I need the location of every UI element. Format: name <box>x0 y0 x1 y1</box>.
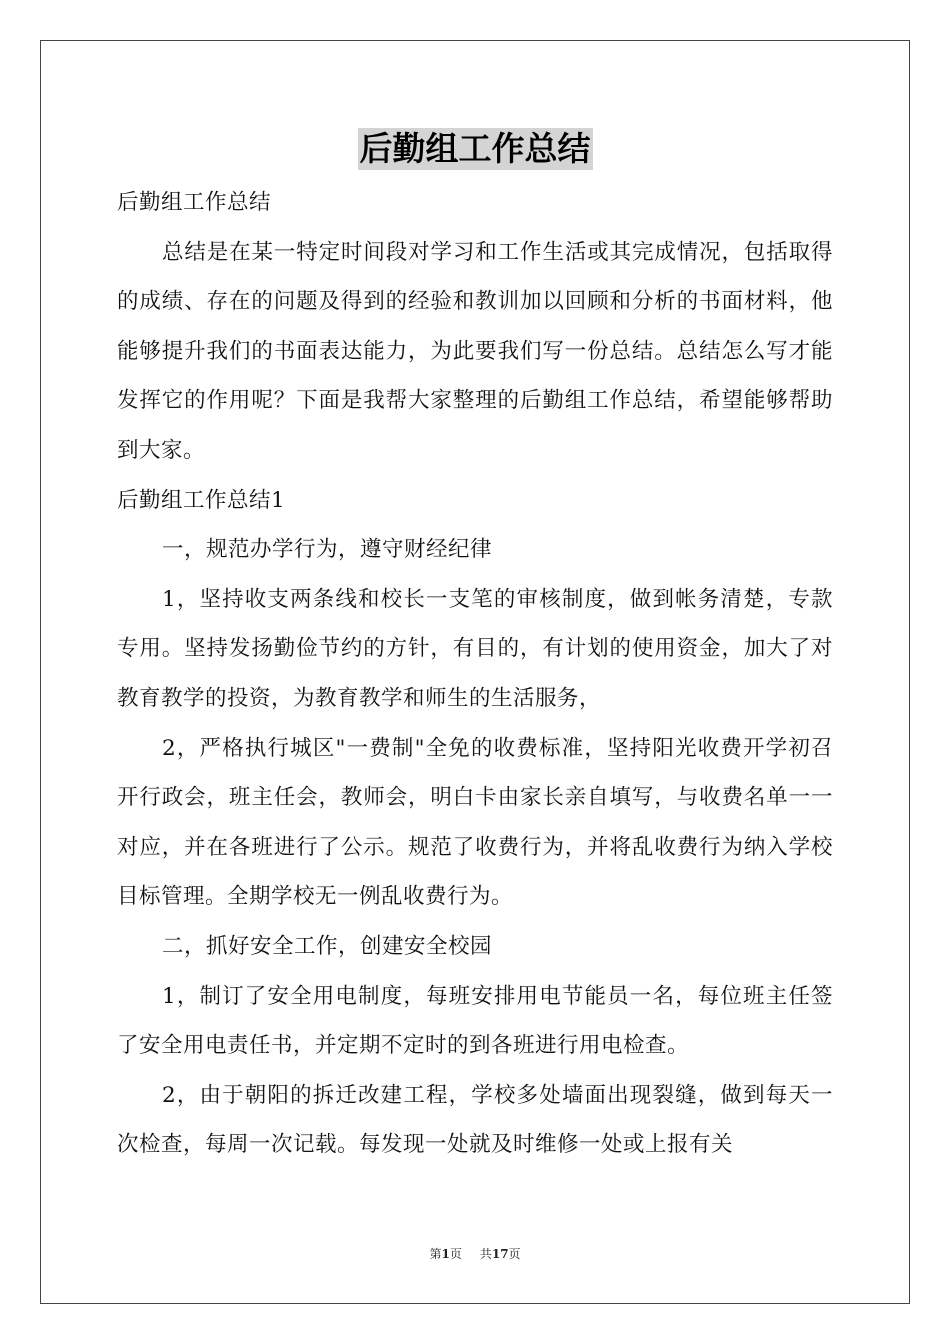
document-title: 后勤组工作总结 <box>359 129 591 168</box>
page-total-count: 17 <box>491 1247 509 1261</box>
page-total-prefix: 共 <box>479 1247 492 1261</box>
paragraph: 1，坚持收支两条线和校长一支笔的审核制度，做到帐务清楚，专款专用。坚持发扬勤俭节约的方针，有目的，有计划的使用资金，加大了对教育教学的投资，为教育教学和师生的生活服务， <box>117 586 833 711</box>
paragraph: 后勤组工作总结1 <box>117 487 286 513</box>
paragraph: 1，制订了安全用电制度，每班安排用电节能员一名，每位班主任签了安全用电责任书，并定期不定时的到各班进行用电检查。 <box>117 983 833 1059</box>
page-footer <box>0 1246 950 1262</box>
document-body <box>117 178 833 1170</box>
page-number-current: 1 <box>441 1247 450 1261</box>
paragraph: 2，严格执行城区"一费制"全免的收费标准，坚持阳光收费开学初召开行政会，班主任会，教师会，明白卡由家长亲自填写，与收费名单一一对应，并在各班进行了公示。规范了收费行为，并将乱收费行为纳入学校目标管理。全期学校无一例乱收费行为。 <box>117 735 833 910</box>
paragraph: 后勤组工作总结 <box>117 190 272 215</box>
paragraph: 二，抓好安全工作，创建安全校园 <box>162 933 493 959</box>
paragraph: 2，由于朝阳的拆迁改建工程，学校多处墙面出现裂缝，做到每天一次检查，每周一次记载。每发现一处就及时维修一处或上报有关 <box>117 1082 833 1158</box>
paragraph: 一，规范办学行为，遵守财经纪律 <box>162 537 493 563</box>
paragraph: 总结是在某一特定时间段对学习和工作生活或其完成情况，包括取得的成绩、存在的问题及得到的经验和教训加以回顾和分析的书面材料，他能够提升我们的书面表达能力，为此要我们写一份总结。总结怎么写才能发挥它的作用呢？下面是我帮大家整理的后勤组工作总结，希望能够帮助到大家。 <box>117 239 833 463</box>
page-number-prefix: 第 <box>429 1247 442 1261</box>
title-container <box>0 128 950 170</box>
page-total-suffix: 页 <box>508 1247 521 1261</box>
page-number-suffix: 页 <box>449 1247 462 1261</box>
